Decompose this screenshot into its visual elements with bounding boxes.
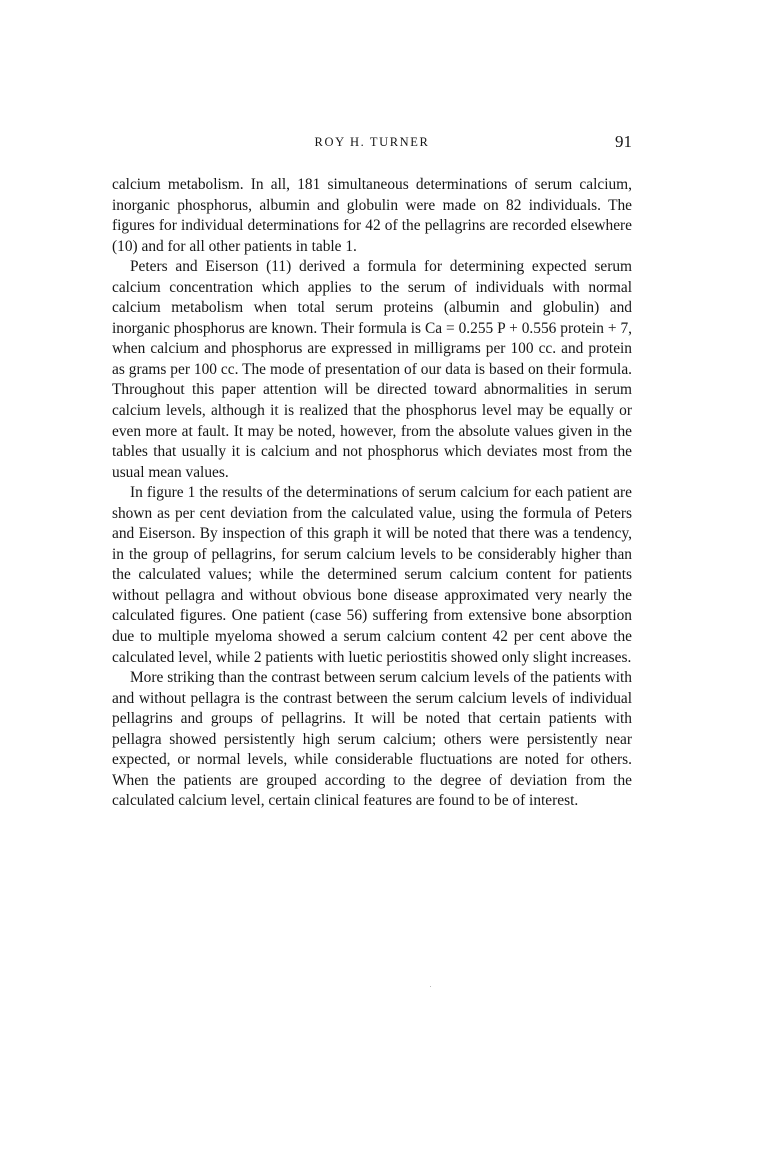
- running-head: ROY H. TURNER: [314, 135, 430, 149]
- paragraph-continuation: calcium metabolism. In all, 181 simultaneous determinations of serum calcium, inorganic phosphorus, albumin and globulin were made on 82 individuals. The figures for individual determinations for 42 of the pellagrins are recorded elsewhere (10) and for all other patients in table 1.: [112, 176, 632, 255]
- scan-speck: [430, 986, 431, 987]
- page-number: 91: [615, 132, 632, 151]
- paragraph-figure-1: In figure 1 the results of the determinations of serum calcium for each patient are shown as per cent deviation from the calculated value, using the formula of Peters and Eiserson. By inspection of this graph it will be noted that there was a tendency, in the group of pellagrins, for serum calcium levels to be considerably higher than the calculated values; while the determined serum calcium content for patients without pellagra and without obvious bone disease approximated very nearly the calculated figures. One patient (case 56) suffering from extensive bone absorption due to multiple myeloma showed a serum calcium content 42 per cent above the calculated level, while 2 patients with luetic periostitis showed only slight increases.: [112, 484, 632, 666]
- body-text: [112, 175, 632, 812]
- paragraph-formula: Peters and Eiserson (11) derived a formula for determining expected serum calcium concentration which applies to the serum of individuals with normal calcium metabolism when total serum proteins (albumin and globulin) and inorganic phosphorus are known. Their formula is Ca = 0.255 P + 0.556 protein + 7, when calcium and phosphorus are expressed in milligrams per 100 cc. and protein as grams per 100 cc. The mode of presentation of our data is based on their formula. Throughout this paper attention will be directed toward abnormalities in serum calcium levels, although it is realized that the phosphorus level may be equally or even more at fault. It may be noted, however, from the absolute values given in the tables that usually it is calcium and not phosphorus which deviates most from the usual mean values.: [112, 258, 632, 481]
- page-header: [112, 132, 632, 156]
- paragraph-contrast: More striking than the contrast between serum calcium levels of the patients with and without pellagra is the contrast between the serum calcium levels of individual pellagrins and groups of pellagrins. It will be noted that certain patients with pellagra showed persistently high serum calcium; others were persistently near expected, or normal levels, while considerable fluctuations are noted for others. When the patients are grouped according to the degree of deviation from the calculated calcium level, certain clinical features are found to be of interest.: [112, 669, 632, 810]
